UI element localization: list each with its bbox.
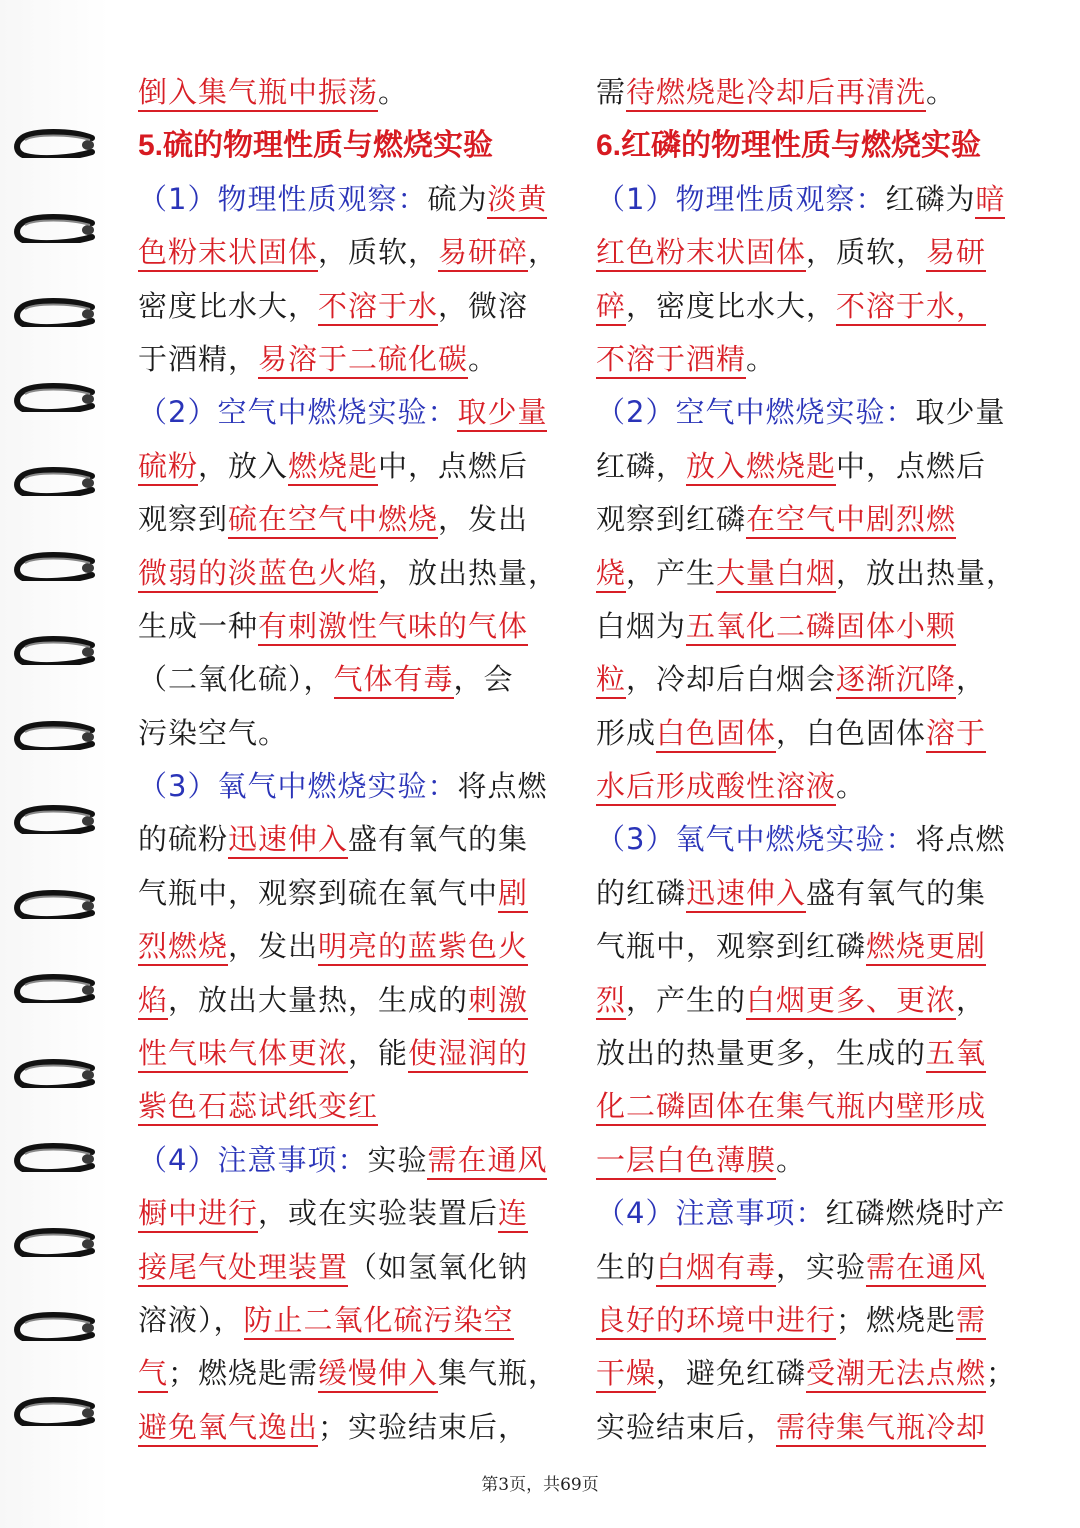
highlighted-text: 水后形成酸性溶液 bbox=[596, 769, 836, 806]
right-column bbox=[596, 66, 1036, 1454]
right-text-line bbox=[596, 1080, 1036, 1133]
highlighted-text: 暗 bbox=[975, 182, 1005, 219]
body-text: 。 bbox=[776, 1142, 807, 1177]
highlighted-text: 防止二氧化硫污染空 bbox=[244, 1303, 514, 1340]
highlighted-text: 逐渐沉降 bbox=[836, 662, 956, 699]
right-text-line bbox=[596, 1134, 1036, 1187]
subsection-label: （4）注意事项： bbox=[138, 1142, 368, 1177]
body-text: ，放出大量热，生成的 bbox=[168, 982, 469, 1017]
left-text-line bbox=[138, 600, 578, 653]
left-text-line bbox=[138, 280, 578, 333]
body-text: 。 bbox=[378, 75, 409, 109]
left-text-line bbox=[138, 440, 578, 493]
left-text-line bbox=[138, 173, 578, 226]
left-text-line bbox=[138, 493, 578, 546]
body-text: 生的 bbox=[596, 1249, 657, 1284]
right-text-line bbox=[596, 600, 1036, 653]
highlighted-text: 淡黄 bbox=[487, 182, 547, 219]
highlighted-text: 避免氧气逸出 bbox=[138, 1410, 318, 1447]
subsection-label: （3）氧气中燃烧实验： bbox=[138, 769, 458, 804]
body-text: 密度比水大， bbox=[138, 288, 319, 323]
spiral-ring-icon bbox=[12, 128, 98, 158]
highlighted-text: 燃烧匙 bbox=[288, 449, 378, 486]
body-text: 。 bbox=[746, 341, 777, 376]
highlighted-text: 接尾气处理装置 bbox=[138, 1250, 348, 1287]
highlighted-text: 需在通风 bbox=[866, 1250, 986, 1287]
right-text-line bbox=[596, 1241, 1036, 1294]
left-text-line bbox=[138, 867, 578, 920]
left-text-line bbox=[138, 226, 578, 279]
right-text-line bbox=[596, 974, 1036, 1027]
highlighted-text: 一层白色薄膜 bbox=[596, 1143, 776, 1180]
section-heading: 6.红磷的物理性质与燃烧实验 bbox=[596, 129, 982, 163]
body-text: ，产生 bbox=[626, 555, 717, 590]
highlighted-text: 易溶于二硫化碳 bbox=[258, 342, 468, 379]
subsection-label: （4）注意事项： bbox=[596, 1196, 826, 1231]
left-text-line bbox=[138, 1401, 578, 1454]
left-text-line bbox=[138, 66, 578, 119]
body-text: 红磷燃烧时产 bbox=[825, 1196, 1006, 1231]
body-text: ， bbox=[528, 235, 559, 270]
subsection-label: （1）物理性质观察： bbox=[138, 181, 428, 216]
highlighted-text: 性气味气体更浓 bbox=[138, 1036, 348, 1073]
body-text: 盛有氧气的集 bbox=[806, 875, 987, 910]
subsection-label: （1）物理性质观察： bbox=[596, 181, 886, 216]
left-text-line bbox=[138, 1347, 578, 1400]
body-text: ，会 bbox=[453, 662, 514, 697]
highlighted-text: 焰 bbox=[138, 983, 168, 1020]
body-text: 形成 bbox=[596, 715, 657, 750]
page-footer: 第3页，共69页 bbox=[481, 1475, 599, 1495]
highlighted-text: 取少量 bbox=[457, 395, 547, 432]
right-text-line bbox=[596, 760, 1036, 813]
body-text: ，微溶 bbox=[438, 288, 529, 323]
body-text: ，或在实验装置后 bbox=[258, 1196, 499, 1231]
highlighted-text: 燃烧更剧 bbox=[866, 929, 986, 966]
body-text: 红磷， bbox=[596, 448, 687, 483]
body-text: ，密度比水大， bbox=[626, 288, 837, 323]
right-text-line bbox=[596, 440, 1036, 493]
highlighted-text: 不溶于水， bbox=[836, 289, 986, 326]
right-text-line bbox=[596, 547, 1036, 600]
left-text-line bbox=[138, 760, 578, 813]
spiral-ring-icon bbox=[12, 1227, 98, 1257]
body-text: 将点燃 bbox=[457, 769, 548, 804]
right-text-line bbox=[596, 1027, 1036, 1080]
left-text-line bbox=[138, 1134, 578, 1187]
highlighted-text: 白色固体 bbox=[656, 716, 776, 753]
right-text-line bbox=[596, 1187, 1036, 1240]
left-text-line bbox=[138, 119, 578, 172]
highlighted-text: 白烟有毒 bbox=[656, 1250, 776, 1287]
highlighted-text: 干燥 bbox=[596, 1356, 656, 1393]
right-text-line bbox=[596, 493, 1036, 546]
body-text: 气瓶中，观察到硫在氧气中 bbox=[138, 875, 499, 910]
left-text-line bbox=[138, 1080, 578, 1133]
right-text-line bbox=[596, 280, 1036, 333]
highlighted-text: 溶于 bbox=[926, 716, 986, 753]
body-text: 于酒精， bbox=[138, 341, 259, 376]
spiral-ring-icon bbox=[12, 466, 98, 496]
highlighted-text: 连 bbox=[498, 1196, 528, 1233]
body-text: 将点燃 bbox=[915, 822, 1006, 857]
spiral-ring-icon bbox=[12, 1058, 98, 1088]
left-text-line bbox=[138, 547, 578, 600]
right-text-line bbox=[596, 813, 1036, 866]
body-text: ，产生的 bbox=[626, 982, 747, 1017]
body-text: ；燃烧匙 bbox=[836, 1302, 957, 1337]
highlighted-text: 待燃烧匙冷却后再清洗 bbox=[626, 75, 926, 112]
highlighted-text: 不溶于水 bbox=[318, 289, 438, 326]
highlighted-text: 五氧 bbox=[926, 1036, 986, 1073]
highlighted-text: 气体有毒 bbox=[334, 662, 454, 699]
left-text-line bbox=[138, 1294, 578, 1347]
right-text-line bbox=[596, 386, 1036, 439]
body-text: ，放出热量， bbox=[836, 555, 1017, 590]
highlighted-text: 化二磷固体在集气瓶内壁形成 bbox=[596, 1089, 986, 1126]
body-text: （如氢氧化钠 bbox=[348, 1249, 529, 1284]
left-text-line bbox=[138, 653, 578, 706]
body-text: ，放出热量， bbox=[378, 555, 559, 590]
body-text: 污染空气。 bbox=[138, 715, 289, 750]
body-text: ，实验 bbox=[776, 1249, 867, 1284]
right-text-line bbox=[596, 173, 1036, 226]
right-text-line bbox=[596, 66, 1036, 119]
left-text-line bbox=[138, 920, 578, 973]
body-text: 需 bbox=[596, 75, 627, 109]
highlighted-text: 迅速伸入 bbox=[228, 822, 348, 859]
body-text: ，发出 bbox=[228, 929, 319, 964]
body-text: ，能 bbox=[348, 1036, 409, 1071]
body-text: 。 bbox=[836, 769, 867, 804]
spiral-ring-icon bbox=[12, 1142, 98, 1172]
spiral-binding bbox=[0, 0, 110, 1528]
spiral-ring-icon bbox=[12, 1311, 98, 1341]
highlighted-text: 易研 bbox=[926, 235, 986, 272]
body-text: ，质软， bbox=[806, 235, 927, 270]
body-text: 的硫粉 bbox=[138, 822, 229, 857]
highlighted-text: 大量白烟 bbox=[716, 556, 836, 593]
body-text: 白烟为 bbox=[596, 608, 687, 643]
left-text-line bbox=[138, 1187, 578, 1240]
highlighted-text: 不溶于酒精 bbox=[596, 342, 746, 379]
body-text: ；实验结束后， bbox=[318, 1409, 529, 1444]
spiral-ring-icon bbox=[12, 635, 98, 665]
spiral-ring-icon bbox=[12, 973, 98, 1003]
right-text-line bbox=[596, 333, 1036, 386]
highlighted-text: 烧 bbox=[596, 556, 626, 593]
body-text: ，发出 bbox=[438, 502, 529, 537]
spiral-ring-icon bbox=[12, 382, 98, 412]
body-text: ， bbox=[956, 662, 987, 697]
highlighted-text: 易研碎 bbox=[438, 235, 528, 272]
highlighted-text: 缓慢伸入 bbox=[318, 1356, 438, 1393]
body-text: 红磷为 bbox=[885, 181, 976, 216]
highlighted-text: 烈燃烧 bbox=[138, 929, 228, 966]
body-text: ，白色固体 bbox=[776, 715, 927, 750]
body-text: 。 bbox=[926, 75, 957, 109]
left-text-line bbox=[138, 974, 578, 1027]
highlighted-text: 在空气中剧烈燃 bbox=[746, 502, 956, 539]
body-text: 放出的热量更多，生成的 bbox=[596, 1036, 927, 1071]
highlighted-text: 迅速伸入 bbox=[686, 876, 806, 913]
highlighted-text: 橱中进行 bbox=[138, 1196, 258, 1233]
body-text: 实验 bbox=[367, 1142, 428, 1177]
left-column bbox=[138, 66, 578, 1454]
body-text: 取少量 bbox=[915, 395, 1006, 430]
spiral-ring-icon bbox=[12, 804, 98, 834]
left-text-line bbox=[138, 386, 578, 439]
body-text: 气瓶中，观察到红磷 bbox=[596, 929, 867, 964]
spiral-ring-icon bbox=[12, 1396, 98, 1426]
spiral-ring-icon bbox=[12, 213, 98, 243]
highlighted-text: 放入燃烧匙 bbox=[686, 449, 836, 486]
highlighted-text: 白烟更多、更浓 bbox=[746, 983, 956, 1020]
spiral-ring-icon bbox=[12, 720, 98, 750]
body-text: 溶液）， bbox=[138, 1302, 244, 1337]
highlighted-text: 气 bbox=[138, 1356, 168, 1393]
right-text-line bbox=[596, 226, 1036, 279]
right-text-line bbox=[596, 1347, 1036, 1400]
left-text-line bbox=[138, 1027, 578, 1080]
subsection-label: （2）空气中燃烧实验： bbox=[138, 395, 458, 430]
highlighted-text: 倒入集气瓶中振荡 bbox=[138, 75, 378, 112]
highlighted-text: 微弱的淡蓝色火焰 bbox=[138, 556, 378, 593]
highlighted-text: 硫在空气中燃烧 bbox=[228, 502, 438, 539]
highlighted-text: 受潮无法点燃 bbox=[806, 1356, 986, 1393]
right-text-line bbox=[596, 119, 1036, 172]
section-heading: 5.硫的物理性质与燃烧实验 bbox=[138, 129, 494, 163]
right-text-line bbox=[596, 867, 1036, 920]
highlighted-text: 有刺激性气味的气体 bbox=[258, 609, 528, 646]
highlighted-text: 紫色石蕊试纸变红 bbox=[138, 1089, 378, 1126]
highlighted-text: 碎 bbox=[596, 289, 626, 326]
body-text: 中，点燃后 bbox=[836, 448, 987, 483]
body-text: 。 bbox=[468, 341, 499, 376]
subsection-label: （3）氧气中燃烧实验： bbox=[596, 822, 916, 857]
right-text-line bbox=[596, 653, 1036, 706]
body-text: ；燃烧匙需 bbox=[168, 1356, 319, 1391]
body-text: （二氧化硫）， bbox=[138, 662, 334, 697]
body-text: ； bbox=[986, 1356, 1017, 1391]
left-text-line bbox=[138, 813, 578, 866]
body-text: 实验结束后， bbox=[596, 1409, 777, 1444]
body-text: 观察到 bbox=[138, 502, 229, 537]
highlighted-text: 粒 bbox=[596, 662, 626, 699]
body-text: ，避免红磷 bbox=[656, 1356, 807, 1391]
highlighted-text: 硫粉 bbox=[138, 449, 198, 486]
left-text-line bbox=[138, 333, 578, 386]
highlighted-text: 红色粉末状固体 bbox=[596, 235, 806, 272]
spiral-ring-icon bbox=[12, 551, 98, 581]
highlighted-text: 明亮的蓝紫色火 bbox=[318, 929, 528, 966]
body-text: 盛有氧气的集 bbox=[348, 822, 529, 857]
body-text: ，放入 bbox=[198, 448, 289, 483]
spiral-ring-icon bbox=[12, 889, 98, 919]
highlighted-text: 色粉末状固体 bbox=[138, 235, 318, 272]
highlighted-text: 需待集气瓶冷却 bbox=[776, 1410, 986, 1447]
body-text: 集气瓶， bbox=[438, 1356, 559, 1391]
highlighted-text: 五氧化二磷固体小颗 bbox=[686, 609, 956, 646]
body-text: 的红磷 bbox=[596, 875, 687, 910]
left-text-line bbox=[138, 1241, 578, 1294]
left-text-line bbox=[138, 707, 578, 760]
highlighted-text: 刺激 bbox=[468, 983, 528, 1020]
highlighted-text: 烈 bbox=[596, 983, 626, 1020]
body-text: 硫为 bbox=[427, 181, 488, 216]
highlighted-text: 需在通风 bbox=[427, 1143, 547, 1180]
spiral-ring-icon bbox=[12, 297, 98, 327]
highlighted-text: 使湿润的 bbox=[408, 1036, 528, 1073]
body-text: ， bbox=[956, 982, 987, 1017]
body-text: 中，点燃后 bbox=[378, 448, 529, 483]
right-text-line bbox=[596, 1401, 1036, 1454]
body-text: ，质软， bbox=[318, 235, 439, 270]
highlighted-text: 良好的环境中进行 bbox=[596, 1303, 836, 1340]
highlighted-text: 需 bbox=[956, 1303, 986, 1340]
right-text-line bbox=[596, 1294, 1036, 1347]
right-text-line bbox=[596, 707, 1036, 760]
body-text: 生成一种 bbox=[138, 608, 259, 643]
subsection-label: （2）空气中燃烧实验： bbox=[596, 395, 916, 430]
body-text: 观察到红磷 bbox=[596, 502, 747, 537]
highlighted-text: 剧 bbox=[498, 876, 528, 913]
right-text-line bbox=[596, 920, 1036, 973]
body-text: ，冷却后白烟会 bbox=[626, 662, 837, 697]
